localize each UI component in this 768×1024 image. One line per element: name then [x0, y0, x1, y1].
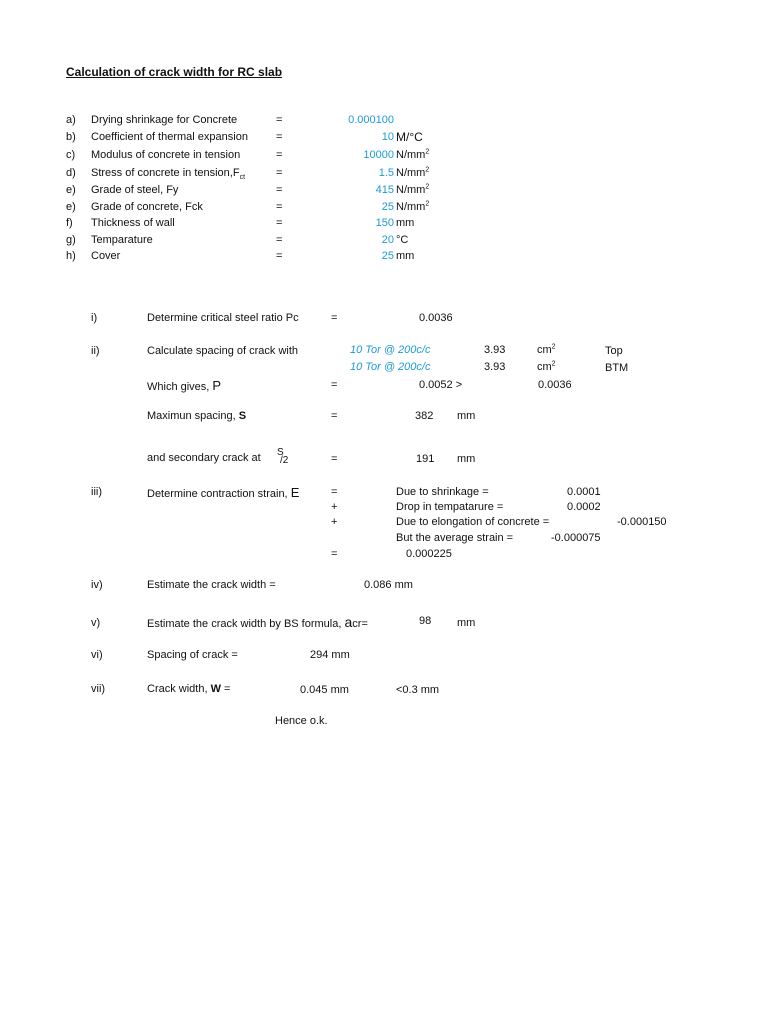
input-label: Coefficient of thermal expansion [91, 131, 248, 143]
secondary-crack-value: 191 [416, 453, 435, 465]
input-index: f) [66, 217, 73, 229]
step-label: Spacing of crack = [147, 649, 238, 661]
equals-sign: = [276, 250, 283, 262]
input-unit: mm [396, 217, 415, 229]
equals-sign: = [331, 410, 338, 422]
step-index: ii) [91, 345, 100, 357]
step-index: iv) [91, 579, 103, 591]
crack-width-value: 0.045 mm [300, 684, 349, 696]
strain-row-op: = [331, 486, 338, 498]
strain-row-value: 0.0001 [567, 486, 601, 498]
input-label: Temparature [91, 234, 153, 246]
strain-row-value: 0.0002 [567, 501, 601, 513]
equals-sign: = [331, 548, 338, 560]
strain-row-value: -0.000150 [617, 516, 667, 528]
equals-sign: = [276, 131, 283, 143]
step-label: Estimate the crack width by BS formula, acr= [147, 614, 368, 630]
input-label: Cover [91, 250, 121, 262]
input-label: Grade of steel, Fy [91, 184, 179, 196]
equals-sign: = [276, 149, 283, 161]
input-unit: $N/mm^2$ [396, 148, 430, 161]
top-position-label: Top [605, 345, 623, 357]
step-label: Calculate spacing of crack with [147, 345, 299, 357]
steel-ratio-value: 0.0052 > [419, 379, 463, 391]
bottom-bar-unit: $cm^2$ [537, 360, 556, 373]
contraction-strain-result: 0.000225 [406, 548, 452, 560]
input-label: Thickness of wall [91, 217, 175, 229]
strain-row-desc: But the average strain = [396, 532, 514, 544]
bottom-bar-spec: 10 Tor @ 200c/c [350, 361, 431, 373]
strain-row-op: + [331, 501, 338, 513]
input-value: 10 [381, 131, 394, 143]
acr-value: 98 [419, 615, 432, 627]
input-unit: $N/mm^2$ [396, 200, 430, 213]
top-bar-spec: 10 Tor @ 200c/c [350, 344, 431, 356]
input-label: Stress of concrete in $tension,F_{ct}$ [91, 167, 246, 182]
equals-sign: = [276, 114, 283, 126]
input-index: d) [66, 167, 76, 179]
step-index: vi) [91, 649, 103, 661]
crack-width-estimate: 0.086 mm [364, 579, 413, 591]
step-label: Determine contraction strain, E [147, 485, 300, 500]
strain-row-desc: Due to shrinkage = [396, 486, 489, 498]
bottom-bar-area: 3.93 [484, 361, 506, 373]
strain-row-op: + [331, 516, 338, 528]
max-spacing-label: Maximun spacing, S [147, 410, 247, 422]
strain-row-desc: Drop in tempatarure = [396, 501, 504, 513]
crack-width-check: <0.3 mm [396, 684, 440, 696]
strain-row-desc: Due to elongation of concrete = [396, 516, 550, 528]
input-unit: M/°C [396, 130, 423, 144]
secondary-crack-unit: mm [457, 453, 476, 465]
equals-sign: = [276, 201, 283, 213]
fraction-numerator: S [277, 447, 284, 458]
input-label: Modulus of concrete in tension [91, 149, 241, 161]
input-index: e) [66, 201, 76, 213]
equals-sign: = [276, 184, 283, 196]
secondary-crack-label: and secondary crack at [147, 452, 261, 464]
input-value: 0.000100 [348, 114, 394, 126]
input-index: e) [66, 184, 76, 196]
steel-ratio-compare: 0.0036 [538, 379, 572, 391]
input-unit: $N/mm^2$ [396, 183, 430, 196]
bottom-position-label: BTM [605, 362, 629, 374]
step-index: iii) [91, 486, 102, 498]
equals-sign: = [331, 379, 338, 391]
step-index: v) [91, 617, 101, 629]
conclusion: Hence o.k. [275, 715, 328, 727]
equals-sign: = [276, 234, 283, 246]
fraction-denominator: /2 [280, 455, 289, 466]
input-index: a) [66, 114, 76, 126]
step-label: Determine critical steel ratio Pc [147, 312, 299, 324]
input-value: 415 [375, 184, 394, 196]
equals-sign: = [276, 167, 283, 179]
max-spacing-unit: mm [457, 410, 476, 422]
equals-sign: = [331, 312, 338, 324]
equals-sign: = [331, 453, 338, 465]
input-unit: °C [396, 234, 409, 246]
input-value: 25 [381, 250, 394, 262]
top-bar-unit: $cm^2$ [537, 343, 556, 356]
input-value: 10000 [363, 149, 394, 161]
top-bar-area: 3.93 [484, 344, 506, 356]
input-value: 150 [375, 217, 394, 229]
page-title: Calculation of crack width for RC slab [66, 65, 283, 79]
critical-steel-ratio-value: 0.0036 [419, 312, 453, 324]
step-index: vii) [91, 683, 106, 695]
input-index: b) [66, 131, 76, 143]
input-value: 25 [381, 201, 394, 213]
crack-spacing-value: 294 mm [310, 649, 350, 661]
equals-sign: = [276, 217, 283, 229]
step-label: Crack width, W = [147, 683, 231, 695]
input-unit: $N/mm^2$ [396, 166, 430, 179]
max-spacing-value: 382 [415, 410, 434, 422]
step-index: i) [91, 312, 98, 324]
gives-label: Which gives, P [147, 378, 222, 393]
input-label: Drying shrinkage for Concrete [91, 114, 238, 126]
input-value: 20 [381, 234, 394, 246]
input-value: 1.5 [378, 167, 394, 179]
input-unit: mm [396, 250, 415, 262]
input-index: h) [66, 250, 76, 262]
input-index: g) [66, 234, 76, 246]
strain-row-value: -0.000075 [551, 532, 601, 544]
step-label: Estimate the crack width = [147, 579, 276, 591]
acr-unit: mm [457, 617, 476, 629]
input-label: Grade of concrete, Fck [91, 201, 203, 213]
input-index: c) [66, 149, 76, 161]
